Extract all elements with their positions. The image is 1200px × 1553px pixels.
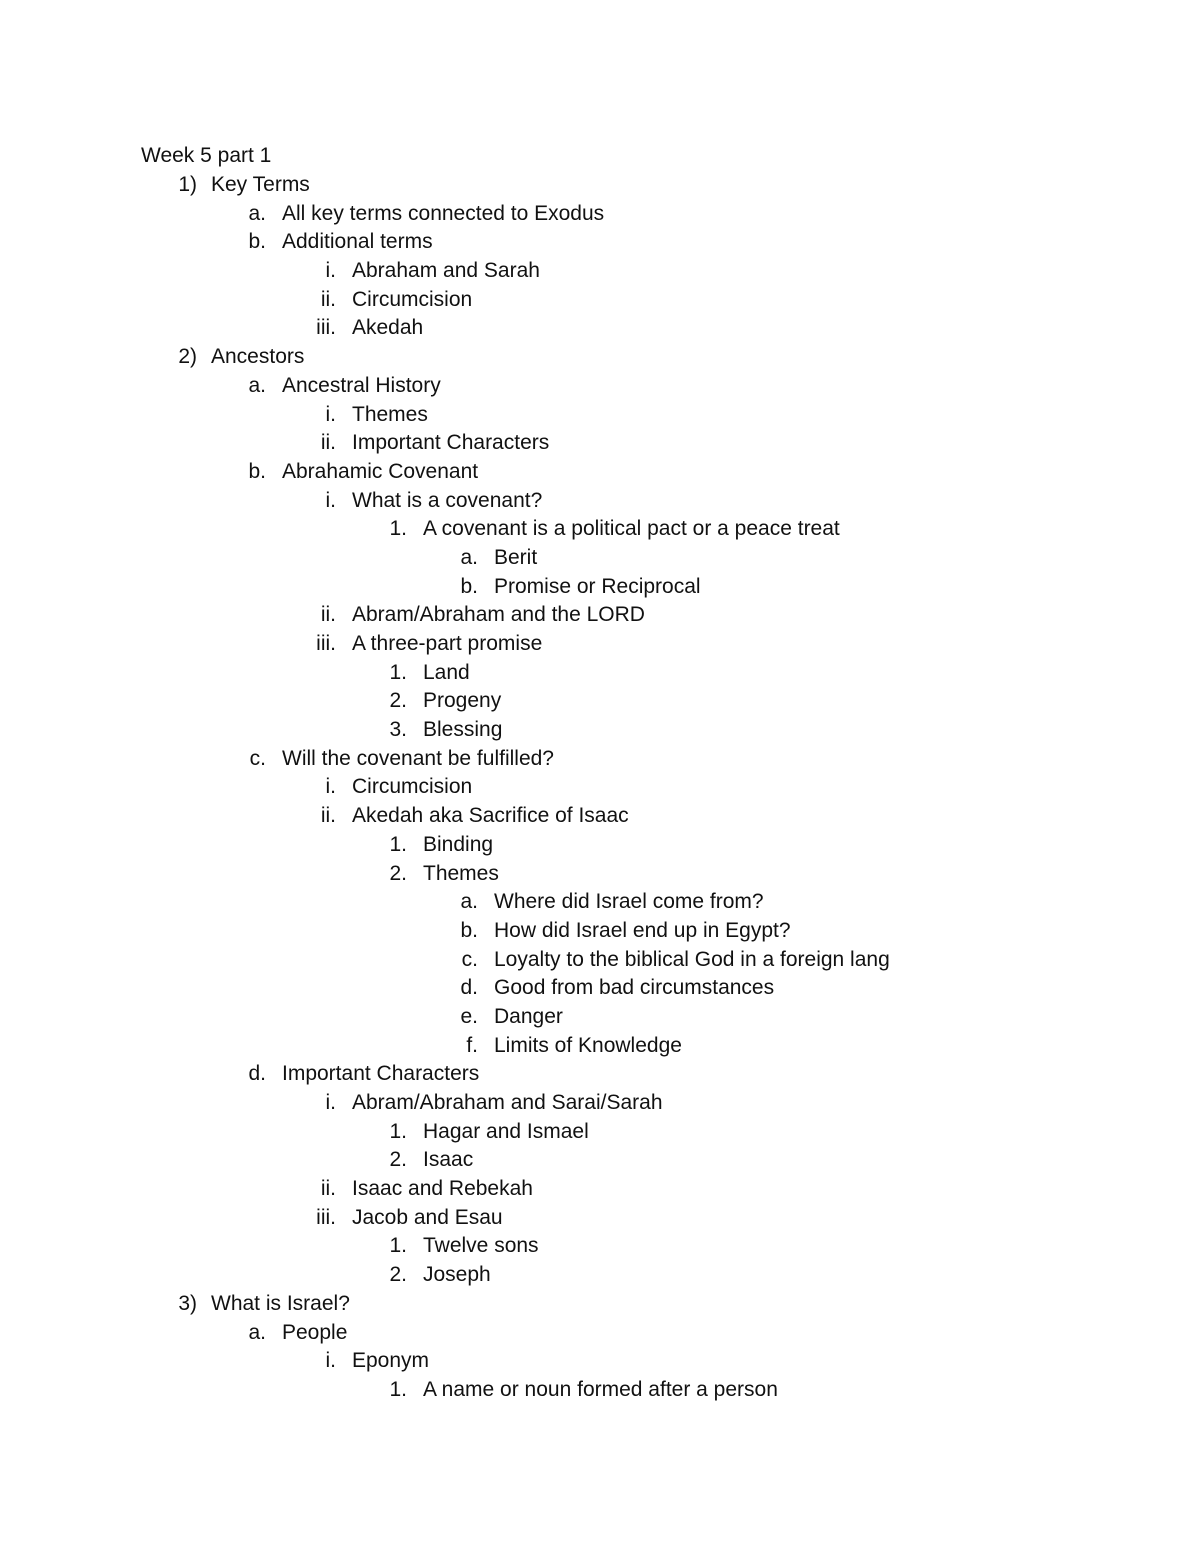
outline-marker: i. (325, 259, 336, 283)
outline-marker: 1) (178, 173, 197, 196)
outline-item-level-3 (0, 1118, 1200, 1147)
outline-text: Land (423, 660, 470, 684)
outline-marker: ii. (320, 1177, 336, 1201)
outline-item-level-3 (0, 860, 1200, 889)
outline-item-level-2 (0, 429, 1200, 458)
outline-text: Binding (423, 832, 494, 856)
outline-text: Isaac (423, 1148, 474, 1172)
outline-marker: a. (460, 890, 478, 914)
outline-text: Ancestors (211, 345, 305, 369)
outline-marker: ii. (320, 287, 336, 311)
outline-marker: 2. (389, 1263, 407, 1287)
outline-text: Akedah aka Sacrifice of Isaac (352, 804, 629, 828)
outline-text: What is a covenant? (352, 488, 543, 512)
outline-text: Where did Israel come from? (494, 890, 764, 914)
outline-list (0, 171, 1200, 1405)
outline-marker: iii. (316, 1205, 336, 1229)
outline-text: Loyalty to the biblical God in a foreign lang (494, 947, 890, 971)
outline-marker: b. (248, 459, 266, 483)
outline-marker: ii. (320, 804, 336, 828)
outline-text: How did Israel end up in Egypt? (494, 918, 791, 942)
outline-marker: a. (248, 1320, 266, 1344)
outline-text: Themes (352, 402, 428, 426)
outline-marker: 1. (389, 517, 407, 541)
outline-item-level-2 (0, 1347, 1200, 1376)
outline-marker: b. (248, 230, 266, 254)
document-title: Week 5 part 1 (141, 144, 272, 167)
outline-marker: ii. (320, 431, 336, 455)
outline-marker: iii. (316, 316, 336, 340)
outline-item-level-2 (0, 601, 1200, 630)
outline-marker: a. (460, 545, 478, 569)
outline-marker: ii. (320, 603, 336, 627)
outline-text: Abram/Abraham and the LORD (352, 603, 645, 627)
outline-marker: 2. (389, 1148, 407, 1172)
outline-item-level-3 (0, 1232, 1200, 1261)
outline-marker: c. (461, 947, 478, 971)
outline-item-level-1 (0, 372, 1200, 401)
outline-text: Important Characters (352, 431, 550, 455)
outline-text: Good from bad circumstances (494, 976, 775, 1000)
outline-item-level-4 (0, 888, 1200, 917)
outline-text: Important Characters (282, 1062, 480, 1086)
outline-text: Hagar and Ismael (423, 1119, 589, 1143)
outline-item-level-2 (0, 487, 1200, 516)
outline-marker: b. (460, 574, 478, 598)
outline-item-level-1 (0, 1060, 1200, 1089)
outline-marker: i. (325, 775, 336, 799)
outline-text: What is Israel? (211, 1291, 350, 1315)
outline-text: Key Terms (211, 173, 310, 196)
outline-item-level-1 (0, 200, 1200, 229)
outline-marker: 1. (389, 660, 407, 684)
outline-text: A name or noun formed after a person (423, 1377, 778, 1401)
outline-text: Abraham and Sarah (352, 259, 540, 283)
outline-marker: i. (325, 488, 336, 512)
outline-item-level-3 (0, 831, 1200, 860)
outline-text: Joseph (423, 1263, 491, 1287)
outline-marker: 2. (389, 689, 407, 713)
outline-item-level-2 (0, 286, 1200, 315)
outline-text: All key terms connected to Exodus (282, 201, 605, 225)
outline-text: A covenant is a political pact or a peace treat (423, 517, 840, 541)
outline-marker: d. (248, 1062, 266, 1086)
outline-item-level-2 (0, 1204, 1200, 1233)
outline-item-level-2 (0, 1175, 1200, 1204)
outline-item-level-2 (0, 1089, 1200, 1118)
outline-item-level-1 (0, 228, 1200, 257)
outline-item-level-4 (0, 974, 1200, 1003)
outline-item-level-1 (0, 745, 1200, 774)
outline-marker: a. (248, 373, 266, 397)
outline-item-level-4 (0, 917, 1200, 946)
outline-marker: 1. (389, 832, 407, 856)
outline-text: Berit (494, 545, 538, 569)
outline-marker: 3) (178, 1291, 197, 1315)
outline-text: Circumcision (352, 775, 473, 799)
outline-text: Akedah (352, 316, 424, 340)
outline-marker: i. (325, 402, 336, 426)
outline-item-level-3 (0, 1261, 1200, 1290)
outline-item-level-2 (0, 802, 1200, 831)
outline-item-level-3 (0, 515, 1200, 544)
outline-text: A three-part promise (352, 632, 543, 655)
outline-marker: 1. (389, 1234, 407, 1258)
outline-text: Danger (494, 1004, 563, 1028)
outline-text: Abrahamic Covenant (282, 459, 479, 483)
outline-item-level-2 (0, 401, 1200, 430)
outline-marker: 1. (389, 1377, 407, 1401)
outline-marker: 2) (178, 345, 197, 369)
outline-text: Themes (423, 861, 499, 885)
outline-marker: 3. (389, 718, 407, 742)
outline-item-level-3 (0, 716, 1200, 745)
outline-text: Circumcision (352, 287, 473, 311)
outline-item-level-4 (0, 946, 1200, 975)
outline-marker: iii. (316, 632, 336, 655)
outline-item-level-4 (0, 1003, 1200, 1032)
outline-item-level-0 (0, 343, 1200, 372)
outline-text: Additional terms (282, 230, 433, 254)
outline-text: Jacob and Esau (352, 1205, 503, 1229)
outline-item-level-1 (0, 458, 1200, 487)
outline-marker: c. (249, 746, 266, 770)
outline-marker: i. (325, 1349, 336, 1373)
outline-marker: d. (460, 976, 478, 1000)
outline-text: Eponym (352, 1349, 430, 1373)
outline-item-level-3 (0, 1146, 1200, 1175)
outline-item-level-3 (0, 659, 1200, 688)
outline-text: Promise or Reciprocal (494, 574, 701, 598)
outline-text: Progeny (423, 689, 502, 713)
outline-item-level-2 (0, 630, 1200, 659)
outline-item-level-1 (0, 1319, 1200, 1348)
outline-item-level-2 (0, 773, 1200, 802)
outline-item-level-2 (0, 314, 1200, 343)
outline-text: Isaac and Rebekah (352, 1177, 533, 1201)
outline-marker: 2. (389, 861, 407, 885)
outline-item-level-3 (0, 687, 1200, 716)
outline-item-level-0 (0, 171, 1200, 200)
outline-text: People (282, 1320, 348, 1344)
outline-item-level-0 (0, 1290, 1200, 1319)
outline-marker: f. (466, 1033, 478, 1057)
outline-text: Ancestral History (282, 373, 441, 397)
outline-text: Twelve sons (423, 1234, 539, 1258)
outline-marker: i. (325, 1091, 336, 1114)
outline-text: Abram/Abraham and Sarai/Sarah (352, 1091, 663, 1114)
outline-item-level-2 (0, 257, 1200, 286)
outline-item-level-4 (0, 544, 1200, 573)
outline-text: Limits of Knowledge (494, 1033, 682, 1057)
outline-item-level-4 (0, 573, 1200, 602)
outline-marker: a. (248, 201, 266, 225)
outline-marker: 1. (389, 1119, 407, 1143)
outline-text: Blessing (423, 718, 503, 742)
outline-marker: e. (460, 1004, 478, 1028)
outline-text: Will the covenant be fulfilled? (282, 746, 554, 770)
outline-marker: b. (460, 918, 478, 942)
outline-item-level-4 (0, 1032, 1200, 1061)
outline-item-level-3 (0, 1376, 1200, 1405)
